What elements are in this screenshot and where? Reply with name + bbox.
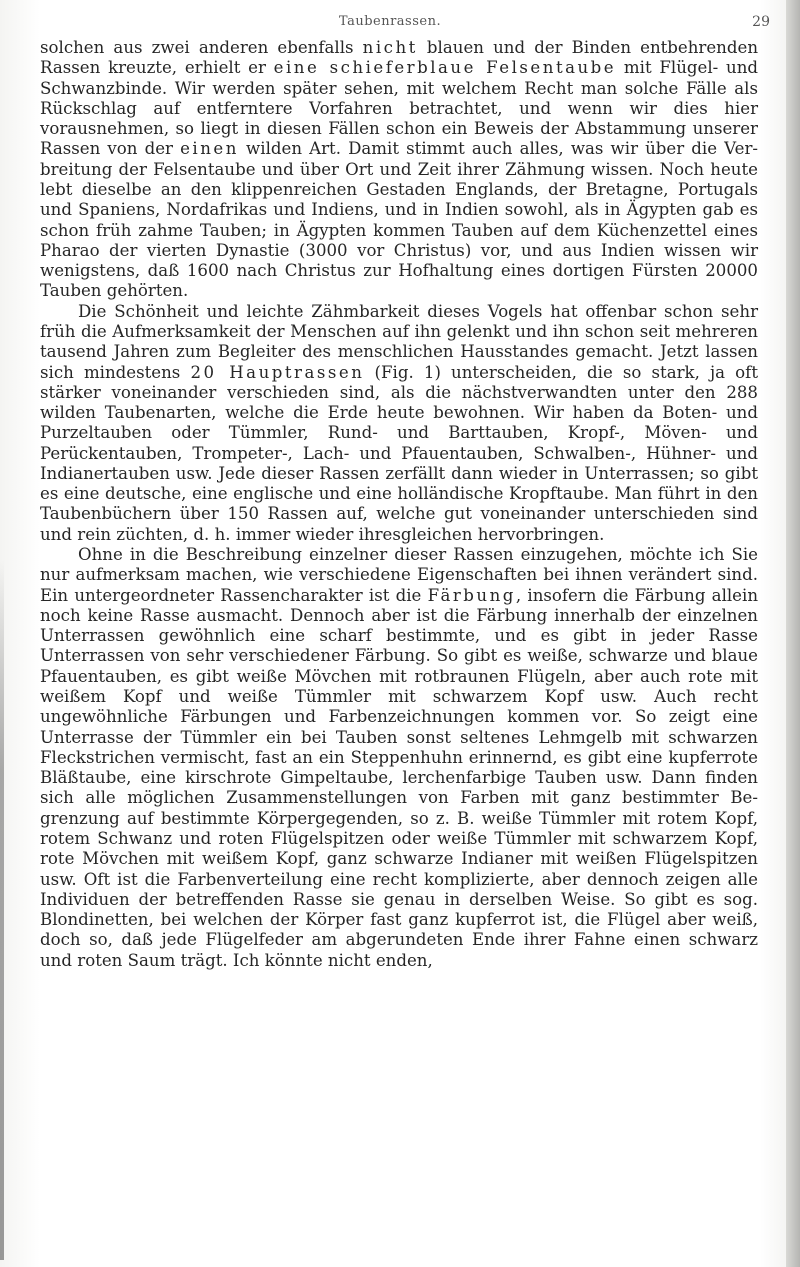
paragraph	[40, 302, 758, 545]
text-run: Die Schönheit und leichte Zähmbarkeit dieses Vogels hat offenbar schon sehr früh die Aufmerksamkeit der Menschen auf ihn gelenkt und ihn schon seit mehreren tausend Jahren zum Begleiter des menschlichen Hausstandes gemacht. Jetzt lassen sich mindestens	[40, 301, 758, 382]
page-edge-shadow	[0, 560, 4, 1260]
emphasized-text: eine schieferblaue Felsentaube	[273, 58, 617, 78]
page-number: 29	[752, 14, 770, 30]
emphasized-text: Färbung	[427, 585, 516, 605]
text-run: solchen aus zwei anderen ebenfalls	[40, 38, 363, 57]
text-run: Ohne in die Beschreibung einzelner dieser Rassen einzugehen, möchte ich Sie nur aufmerksam machen, wie verschiedene Eigenschaften bei ihnen verändert sind. Ein untergeordneter Rassencharakter ist die	[40, 545, 758, 605]
emphasized-text: einen	[180, 139, 239, 159]
text-run: (Fig. 1) unterscheiden, die so stark, ja oft stärker voneinander verschieden sind, als die nächstverwandten unter den 288 wilden Taubenarten, welche die Erde heute bewohnen. Wir haben da Boten- und Purzeltauben oder Tümmler, Rund- und Barttauben, Kropf-, Möven- und Perückentauben, Trompeter-, Lach- und Pfauentauben, Schwalben-, Hühner- und Indianertauben usw. Jede dieser Rassen zerfällt dann wieder in Unterrassen; so gibt es eine deutsche, eine englische und eine holländische Kropftaube. Man führt in den Taubenbüchern über 150 Rassen auf, welche gut voneinander unterschieden sind und rein züchten, d. h. immer wieder ihresgleichen hervorbringen.	[40, 362, 758, 544]
page-header	[0, 14, 800, 34]
body-text	[40, 38, 758, 971]
text-run: , insofern die Färbung allein noch keine Rasse ausmacht. Dennoch aber ist die Färbung innerhalb der einzelnen Unterrassen gewöhnlich eine scharf bestimmte, und es gibt in jeder Rasse Unterrassen von sehr verschiedener Färbung. So gibt es weiße, schwarze und blaue Pfauentauben, es gibt weiße Mövchen mit rotbraunen Flügeln, aber auch rote mit weißem Kopf und weiße Tümmler mit schwarzem Kopf usw. Auch recht ungewöhnliche Färbungen und Farbenzeichnungen kommen vor. So zeigt eine Unterrasse der Tümmler ein bei Tauben sonst seltenes Lehmgelb mit schwarzen Fleckstrichen vermischt, fast an ein Steppenhuhn erinnernd, es gibt eine kupferrote Bläßtaube, eine kirschrote Gimpeltaube, lerchenfarbige Tauben usw. Dann finden sich alle möglichen Zusammenstellungen von Farben mit ganz bestimmter Begrenzung auf bestimmte Körpergegenden, so z. B. weiße Tümmler mit rotem Kopf, rotem Schwanz und roten Flügelspitzen oder weiße Tümmler mit schwarzem Kopf, rote Mövchen mit weißem Kopf, ganz schwarze Indianer mit weißen Flügelspitzen usw. Oft ist die Farbenverteilung eine recht komplizierte, aber dennoch zeigen alle Individuen der betreffenden Rasse sie genau in derselben Weise. So gibt es sog. Blondinetten, bei welchen der Körper fast ganz kupferrot ist, die Flügel aber weiß, doch so, daß jede Flügelfeder am abgerundeten Ende ihrer Fahne einen schwarz und roten Saum trägt. Ich könnte nicht enden,	[40, 585, 759, 970]
emphasized-text: 20 Hauptrassen	[190, 362, 365, 382]
text-run: wilden Art. Damit stimmt auch alles, was wir über die Verbreitung der Felsentaube und über Ort und Zeit ihrer Zähmung wissen. Noch heute lebt dieselbe an den klippenreichen Gestaden Englands, der Bretagne, Portugals und Spaniens, Nordafrikas und Indiens, und in Indien sowohl, als in Ägypten gab es schon früh zahme Tauben; in Ägypten kommen Tauben auf dem Küchenzettel eines Pharao der vierten Dynastie (3000 vor Christus) vor, und aus Indien wissen wir wenigstens, daß 1600 nach Christus zur Hofhaltung eines dortigen Fürsten 20000 Tauben gehörten.	[40, 139, 758, 301]
text-run: blauen und der Binden entbehrenden Rassen kreuzte, erhielt er	[40, 38, 758, 78]
page-binding-edge	[786, 0, 800, 1267]
emphasized-text: nicht	[362, 38, 418, 57]
paragraph	[40, 38, 758, 302]
text-run: mit Flügel- und Schwanzbinde. Wir werden später sehen, mit welchem Recht man solche Fälle als Rückschlag auf entferntere Vorfahren betrachtet, und wenn wir dies hier vorausnehmen, so liegt in diesen Fällen schon ein Beweis der Abstammung unserer Rassen von der	[40, 58, 759, 159]
running-title: Taubenrassen.	[338, 14, 442, 29]
paragraph	[40, 545, 758, 971]
